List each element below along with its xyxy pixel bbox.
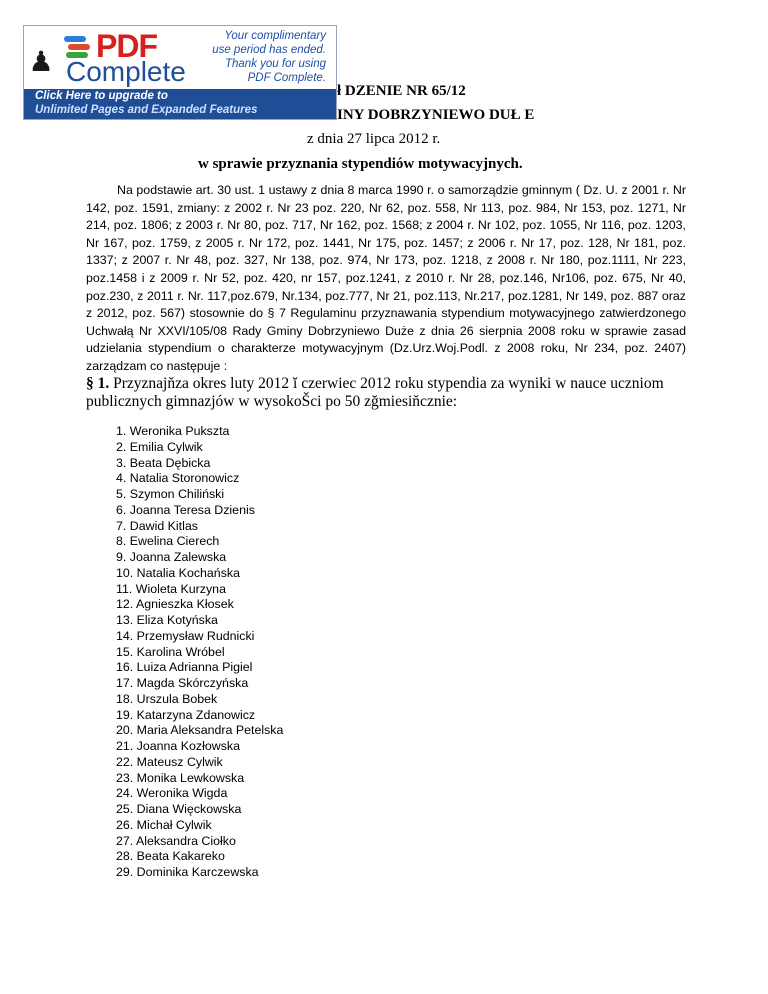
legal-basis-paragraph: Na podstawie art. 30 ust. 1 ustawy z dnia 8 marca 1990 r. o samorządzie gminnym ( Dz. U. z 2001 r. Nr 142, poz. 1591, zmiany: z 2002 r. Nr 23 poz. 220, Nr 62, poz. 558, Nr 113, poz. 984, Nr 153, poz. 1271, Nr 214, poz. 1806; z 2003 r. Nr 80, poz. 717, Nr 162, poz. 1568; z 2004 r. Nr 102, poz. 1055, Nr 116, poz. 1203, Nr 167, poz. 1759, z 2005 r. Nr 172, poz. 1441, Nr 175, poz. 1457; z 2006 r. Nr 17, poz. 128, Nr 181, poz. 1337; z 2007 r. Nr 48, poz. 327, Nr 138, poz. 974, Nr 173, poz. 1218, z 2008 r. Nr 180, poz.1111, Nr 223, poz.1458 i z 2009 r. Nr 52, poz. 420, nr 157, poz.1241, z 2010 r. Nr 28, poz.146, Nr106, poz. 675, Nr 40, poz.230, z 2011 r. Nr. 117,poz.679, Nr.134, poz.777, Nr 21, poz.113, Nr.217, poz.1281, Nr 149, poz. 887 oraz z 2012, poz. 567) stosownie do § 7 Regulaminu przyznawania stypendium motywacyjnego zatwierdzonego Uchwałą Nr XXVI/105/08 Rady Gminy Dobrzyniewo Duże z dnia 26 sierpnia 2008 roku w sprawie zasad udzielania stypendium o charakterze motywacyjnym (Dz.Urz.Woj.Podl. z 2008 roku, Nr 234, poz. 2407) zarządzam co następuje : [86,183,686,373]
list-item: 24. Weronika Wigda [116,786,228,801]
list-item: 7. Dawid Kitlas [116,518,198,533]
list-item: 19. Katarzyna Zdanowicz [116,707,256,722]
list-item: 17. Magda Skórczyńska [116,676,249,690]
list-item: 5. Szymon Chiliński [116,487,225,501]
upgrade-link-line2[interactable]: Unlimited Pages and Expanded Features [35,104,258,116]
list-item: 22. Mateusz Cylwik [116,754,223,769]
trial-message [176,29,326,85]
trial-message-line: use period has ended. [212,44,326,56]
document-subject: w sprawie przyznania stypendiów motywacyjnych. [198,156,523,172]
trial-message-line: PDF Complete. [247,72,326,84]
list-item: 25. Diana Więckowska [116,802,242,816]
trial-message-line: Your complimentary [224,30,326,42]
list-item: 29. Dominika Karczewska [116,865,259,879]
logo-pdf-text: PDF [96,28,157,64]
document-issuer: INY DOBRZYNIEWO DUŁ E [337,107,535,123]
banner-top [24,26,336,89]
person-icon: ♟ [28,45,54,78]
list-item: 14. Przemysław Rudnicki [116,628,255,643]
upgrade-link[interactable] [24,89,336,119]
list-item: 20. Maria Aleksandra Petelska [116,723,284,738]
list-item: 8. Ewelina Cierech [116,534,220,549]
trial-message-line: Thank you for using [224,58,326,70]
list-item: 11. Wioleta Kurzyna [116,581,226,596]
list-item: 16. Luiza Adrianna Pigiel [116,660,253,675]
list-item: 28. Beata Kakareko [116,849,225,864]
list-item: 4. Natalia Storonowicz [116,471,240,486]
list-item: 10. Natalia Kochańska [116,565,240,580]
list-item: 9. Joanna Zalewska [116,550,227,564]
pdf-complete-banner[interactable] [23,25,337,120]
list-item: 2. Emilia Cylwik [116,439,203,454]
section-text: Przyznajňza okres luty 2012 ĭ czerwiec 2012 roku stypendia za wyniki w nauce uczniom publicznych gimnazjów w wysokoŠci po 50 zğmiesiňcznie: [86,375,664,410]
list-item: 3. Beata Dębicka [116,455,211,470]
upgrade-link-line1[interactable]: Click Here to upgrade to [35,90,168,102]
document-date: z dnia 27 lipca 2012 r. [307,131,441,147]
list-item: 1. Weronika Pukszta [116,424,230,438]
section-1 [86,375,726,411]
list-item: 26. Michał Cylwik [116,817,212,832]
list-item: 21. Joanna Kozłowska [116,739,240,753]
logo-complete-text: Complete [66,56,186,87]
list-item: 12. Agnieszka Kłosek [116,597,234,612]
list-item: 6. Joanna Teresa Dzienis [116,502,255,517]
section-number: § 1. [86,375,110,392]
pdf-complete-logo [28,30,198,86]
list-item: 27. Aleksandra Ciołko [116,833,236,848]
list-item: 13. Eliza Kotyńska [116,613,218,627]
student-list [116,424,283,881]
list-item: 18. Urszula Bobek [116,691,218,706]
list-item: 23. Monika Lewkowska [116,770,245,785]
list-item: 15. Karolina Wróbel [116,644,225,659]
document-title: ł DZENIE NR 65/12 [337,83,466,99]
